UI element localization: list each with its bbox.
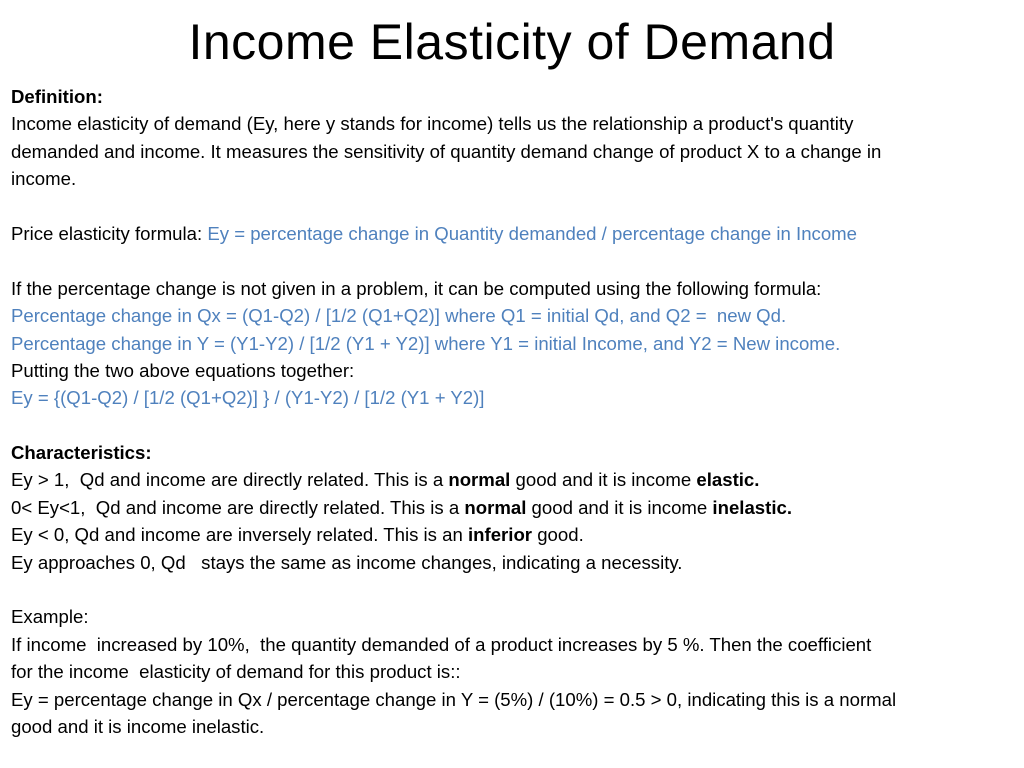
characteristic-bold: inferior	[467, 524, 533, 546]
spacer	[11, 412, 1011, 439]
characteristic-text: good.	[532, 524, 584, 546]
characteristics-heading: Characteristics:	[11, 442, 152, 464]
characteristic-item	[11, 466, 1011, 493]
slide-title: Income Elasticity of Demand	[188, 14, 836, 70]
definition-heading: Definition:	[11, 86, 103, 107]
combined-formula: Ey = {(Q1-Q2) / [1/2 (Q1+Q2)] } / (Y1-Y2) / [1/2 (Y1 + Y2)]	[11, 387, 485, 409]
formula-text: Ey = percentage change in Quantity demanded / percentage change in Income	[207, 222, 858, 244]
formula-label: Price elasticity formula:	[11, 222, 208, 244]
example-heading: Example:	[11, 606, 89, 628]
formula-line	[11, 220, 1011, 247]
characteristic-text: good and it is income	[526, 496, 713, 518]
spacer	[11, 193, 1011, 220]
characteristic-text: Ey < 0, Qd and income are inversely related. This is an	[11, 524, 468, 546]
computation-intro: If the percentage change is not given in a problem, it can be computed using the following formula:	[11, 277, 822, 299]
example-line: Ey = percentage change in Qx / percentage change in Y = (5%) / (10%) = 0.5 > 0, indicating this is a normal	[11, 688, 897, 710]
characteristic-bold: normal	[464, 496, 527, 518]
characteristic-text: 0< Ey<1, Qd and income are directly related. This is a	[11, 496, 465, 518]
example-line: for the income elasticity of demand for this product is::	[11, 661, 461, 683]
characteristic-text: good and it is income	[510, 469, 697, 491]
slide-body	[11, 83, 1011, 740]
y-percentage-formula: Percentage change in Y = (Y1-Y2) / [1/2 (Y1 + Y2)] where Y1 = initial Income, and Y2 = New income.	[11, 332, 841, 354]
spacer	[11, 576, 1011, 603]
characteristic-item	[11, 521, 1011, 548]
characteristic-text: Ey > 1, Qd and income are directly related. This is a	[11, 469, 449, 491]
combine-text: Putting the two above equations together:	[11, 359, 355, 381]
definition-line: demanded and income. It measures the sensitivity of quantity demand change of product X to a change in	[11, 140, 882, 162]
definition-line: income.	[11, 168, 77, 190]
characteristic-bold: inelastic.	[712, 496, 792, 518]
example-line: If income increased by 10%, the quantity demanded of a product increases by 5 %. Then the coefficient	[11, 633, 872, 655]
characteristic-item	[11, 549, 1011, 576]
characteristic-bold: normal	[448, 469, 511, 491]
qx-percentage-formula: Percentage change in Qx = (Q1-Q2) / [1/2 (Q1+Q2)] where Q1 = initial Qd, and Q2 = new Qd.	[11, 305, 787, 327]
characteristic-item	[11, 494, 1011, 521]
characteristic-text: Ey approaches 0, Qd stays the same as income changes, indicating a necessity.	[11, 551, 683, 573]
spacer	[11, 247, 1011, 274]
characteristic-bold: elastic.	[696, 469, 760, 491]
example-line: good and it is income inelastic.	[11, 715, 265, 737]
definition-line: Income elasticity of demand (Ey, here y stands for income) tells us the relationship a product's quantity	[11, 113, 854, 135]
